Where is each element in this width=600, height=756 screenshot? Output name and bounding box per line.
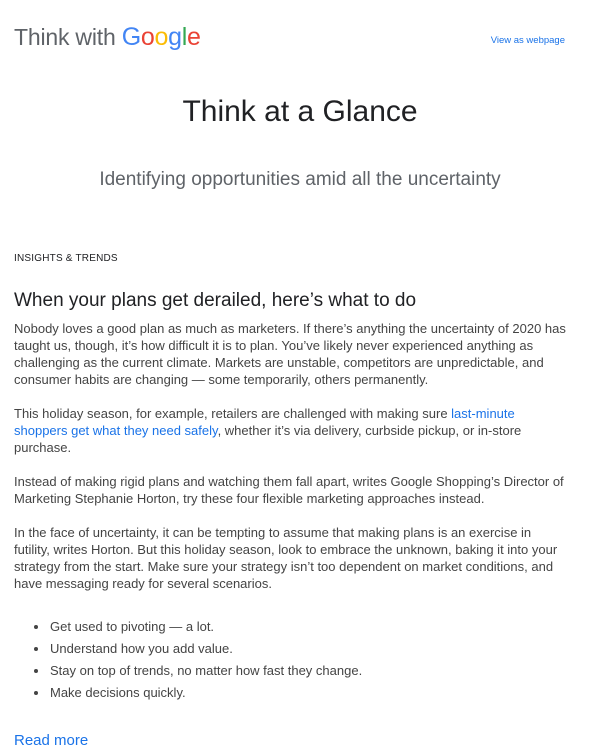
list-item: Understand how you add value. <box>32 638 570 660</box>
paragraph-text: , whether it’s via delivery, curbside pickup, or in-store purchase. <box>14 423 522 455</box>
google-wordmark <box>122 23 201 51</box>
google-letter: e <box>186 23 201 51</box>
think-with-google-logo[interactable] <box>14 22 201 52</box>
google-letter: G <box>121 23 141 51</box>
view-as-webpage-link[interactable]: View as webpage <box>490 35 565 46</box>
article-section <box>14 252 570 751</box>
email-header <box>14 22 586 54</box>
list-item: Stay on top of trends, no matter how fast they change. <box>32 660 570 682</box>
article-paragraph: In the face of uncertainty, it can be tempting to assume that making plans is an exercise in futility, writes Horton. But this holiday season, look to embrace the unknown, baking it into your strategy from the start. Make sure your strategy isn’t too dependent on market conditions, and have messaging ready for several scenarios. <box>14 525 558 591</box>
article-paragraph: Instead of making rigid plans and watching them fall apart, writes Google Shopping’s Director of Marketing Stephanie Horton, try these four flexible marketing approaches instead. <box>14 474 564 506</box>
google-letter: l <box>181 23 187 51</box>
google-letter: o <box>154 23 169 51</box>
article-paragraph: Nobody loves a good plan as much as marketers. If there’s anything the uncertainty of 2020 has taught us, though, it’s how difficult it is to plan. You’ve likely never experienced anything as challenging as the current climate. Markets are unstable, competitors are unpredictable, and consumer habits are changing — some temporarily, others permanently. <box>14 321 566 387</box>
article-paragraph <box>14 405 570 456</box>
list-item: Make decisions quickly. <box>32 682 570 704</box>
newsletter-title: Think at a Glance <box>182 95 418 128</box>
list-item: Get used to pivoting — a lot. <box>32 616 570 638</box>
approaches-list <box>14 616 570 704</box>
paragraph-text: This holiday season, for example, retailers are challenged with making sure <box>14 406 452 421</box>
read-more-link[interactable]: Read more <box>14 732 89 749</box>
newsletter-subtitle: Identifying opportunities amid all the uncertainty <box>99 169 501 190</box>
google-letter: g <box>168 23 182 51</box>
last-minute-shoppers-link[interactable]: last-minute shoppers get what they need safely <box>14 406 515 438</box>
google-letter: o <box>140 23 155 51</box>
logo-prefix: Think with <box>14 24 122 50</box>
section-label: INSIGHTS & TRENDS <box>14 253 118 264</box>
article-title[interactable]: When your plans get derailed, here’s what to do <box>14 290 417 311</box>
